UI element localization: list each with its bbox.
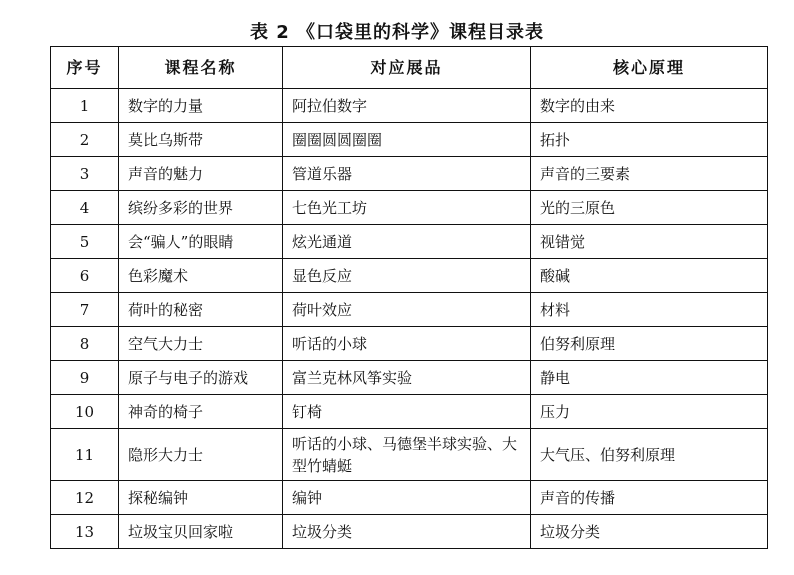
table-row bbox=[51, 395, 768, 429]
cell-index: 9 bbox=[51, 361, 119, 395]
table-row bbox=[51, 327, 768, 361]
table-row bbox=[51, 123, 768, 157]
cell-principle: 压力 bbox=[531, 395, 768, 429]
table-header-row bbox=[51, 47, 768, 89]
cell-course-name: 色彩魔术 bbox=[119, 259, 283, 293]
header-index: 序号 bbox=[51, 47, 119, 89]
cell-principle: 拓扑 bbox=[531, 123, 768, 157]
cell-index: 7 bbox=[51, 293, 119, 327]
cell-exhibit: 垃圾分类 bbox=[283, 515, 531, 549]
cell-index: 8 bbox=[51, 327, 119, 361]
cell-course-name: 隐形大力士 bbox=[119, 429, 283, 481]
cell-exhibit: 编钟 bbox=[283, 481, 531, 515]
table-row bbox=[51, 191, 768, 225]
cell-course-name: 声音的魅力 bbox=[119, 157, 283, 191]
cell-course-name: 垃圾宝贝回家啦 bbox=[119, 515, 283, 549]
cell-index: 5 bbox=[51, 225, 119, 259]
cell-exhibit: 听话的小球 bbox=[283, 327, 531, 361]
cell-principle: 视错觉 bbox=[531, 225, 768, 259]
cell-index: 11 bbox=[51, 429, 119, 481]
cell-exhibit: 显色反应 bbox=[283, 259, 531, 293]
cell-exhibit: 富兰克林风筝实验 bbox=[283, 361, 531, 395]
header-course-name: 课程名称 bbox=[119, 47, 283, 89]
cell-course-name: 原子与电子的游戏 bbox=[119, 361, 283, 395]
cell-principle: 材料 bbox=[531, 293, 768, 327]
table-row bbox=[51, 293, 768, 327]
cell-index: 13 bbox=[51, 515, 119, 549]
cell-course-name: 会“骗人”的眼睛 bbox=[119, 225, 283, 259]
cell-exhibit: 炫光通道 bbox=[283, 225, 531, 259]
cell-principle: 光的三原色 bbox=[531, 191, 768, 225]
cell-exhibit: 七色光工坊 bbox=[283, 191, 531, 225]
cell-course-name: 数字的力量 bbox=[119, 89, 283, 123]
cell-principle: 声音的传播 bbox=[531, 481, 768, 515]
cell-index: 6 bbox=[51, 259, 119, 293]
cell-exhibit: 荷叶效应 bbox=[283, 293, 531, 327]
table-row bbox=[51, 429, 768, 481]
cell-course-name: 探秘编钟 bbox=[119, 481, 283, 515]
course-catalog-table bbox=[50, 46, 768, 549]
cell-principle: 数字的由来 bbox=[531, 89, 768, 123]
cell-index: 2 bbox=[51, 123, 119, 157]
cell-course-name: 空气大力士 bbox=[119, 327, 283, 361]
cell-index: 3 bbox=[51, 157, 119, 191]
cell-principle: 静电 bbox=[531, 361, 768, 395]
cell-exhibit: 管道乐器 bbox=[283, 157, 531, 191]
table-row bbox=[51, 481, 768, 515]
cell-course-name: 荷叶的秘密 bbox=[119, 293, 283, 327]
cell-principle: 酸碱 bbox=[531, 259, 768, 293]
table-row bbox=[51, 361, 768, 395]
table-row bbox=[51, 259, 768, 293]
cell-exhibit: 阿拉伯数字 bbox=[283, 89, 531, 123]
header-exhibit: 对应展品 bbox=[283, 47, 531, 89]
cell-index: 4 bbox=[51, 191, 119, 225]
table-caption: 表 2 《口袋里的科学》课程目录表 bbox=[249, 22, 545, 43]
cell-principle: 声音的三要素 bbox=[531, 157, 768, 191]
header-principle: 核心原理 bbox=[531, 47, 768, 89]
cell-index: 1 bbox=[51, 89, 119, 123]
cell-course-name: 莫比乌斯带 bbox=[119, 123, 283, 157]
cell-principle: 大气压、伯努利原理 bbox=[531, 429, 768, 481]
table-row bbox=[51, 515, 768, 549]
table-row bbox=[51, 225, 768, 259]
cell-principle: 垃圾分类 bbox=[531, 515, 768, 549]
cell-exhibit: 听话的小球、马德堡半球实验、大型竹蜻蜓 bbox=[283, 429, 531, 481]
cell-index: 12 bbox=[51, 481, 119, 515]
table-row bbox=[51, 157, 768, 191]
cell-principle: 伯努利原理 bbox=[531, 327, 768, 361]
cell-exhibit: 圈圈圆圆圈圈 bbox=[283, 123, 531, 157]
cell-exhibit: 钉椅 bbox=[283, 395, 531, 429]
table-row bbox=[51, 89, 768, 123]
cell-course-name: 缤纷多彩的世界 bbox=[119, 191, 283, 225]
cell-index: 10 bbox=[51, 395, 119, 429]
cell-course-name: 神奇的椅子 bbox=[119, 395, 283, 429]
